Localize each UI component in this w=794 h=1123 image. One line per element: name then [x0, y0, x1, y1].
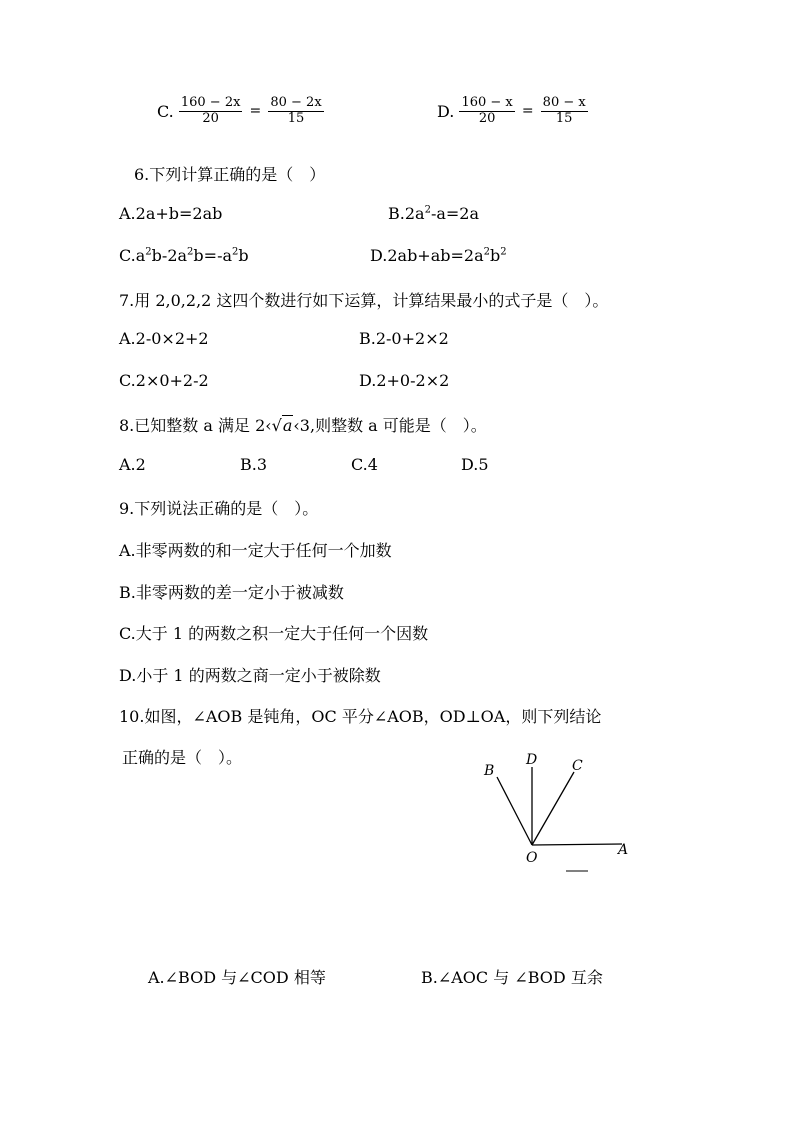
q5-c-lhs-numerator: 160 − 2x [180, 95, 241, 110]
q8-sqrt-var: a [282, 416, 293, 435]
q8-stem-post: ‹3,则整数 a 可能是（ ）。 [293, 416, 487, 435]
q5-d-lhs-denominator: 20 [478, 110, 496, 126]
q7-stem: 7.用 2,0,2,2 这四个数进行如下运算，计算结果最小的式子是（ ）。 [119, 291, 609, 310]
label-o: O [526, 850, 538, 866]
q6-c-sup2: 2 [187, 246, 194, 258]
q8-stem [119, 413, 487, 436]
q7-option-a: A.2-0×2+2 [119, 329, 209, 348]
q9-option-d: D.小于 1 的两数之商一定小于被除数 [119, 666, 381, 685]
q6-c-sup1: 2 [145, 246, 152, 258]
q6-d-pre: D.2ab+ab=2a [370, 246, 484, 265]
sqrt-symbol: √a [271, 416, 293, 435]
q8-stem-pre: 8.已知整数 a 满足 2‹ [119, 416, 272, 435]
q5-option-c [157, 96, 324, 127]
q6-option-d [370, 246, 507, 265]
q9-option-b: B.非零两数的差一定小于被减数 [119, 583, 344, 602]
q5-c-equals: = [249, 103, 262, 120]
q6-d-sup2: 2 [500, 246, 507, 258]
q6-b-post: -a=2a [430, 204, 480, 223]
q6-stem: 6.下列计算正确的是（ ） [134, 165, 326, 184]
q6-d-sup1: 2 [483, 246, 490, 258]
q5-c-rhs-denominator: 15 [287, 110, 305, 126]
q6-option-a: A.2a+b=2ab [119, 204, 223, 223]
q5-c-rhs-fraction [268, 96, 323, 127]
q7-option-c: C.2×0+2-2 [119, 371, 209, 390]
q10-stem-line1: 10.如图，∠AOB 是钝角，OC 平分∠AOB，OD⊥OA，则下列结论 [119, 707, 602, 726]
angle-figure [470, 745, 640, 875]
q6-c-mid2: b=-a [193, 246, 233, 265]
q5-c-lhs-fraction [179, 96, 243, 127]
q10-option-a: A.∠BOD 与∠COD 相等 [148, 968, 326, 987]
ray-ob [497, 777, 532, 845]
q5-d-rhs-numerator: 80 − x [542, 95, 586, 110]
q5-option-d-prefix: D. [437, 101, 455, 121]
q5-option-d [437, 96, 588, 127]
q8-option-b: B.3 [240, 455, 268, 474]
q6-d-mid: b [490, 246, 501, 265]
q10-stem-line2: 正确的是（ ）。 [122, 748, 243, 767]
q9-option-a: A.非零两数的和一定大于任何一个加数 [119, 541, 392, 560]
label-a: A [618, 842, 629, 858]
q6-option-b [388, 204, 479, 223]
ray-oa [532, 844, 622, 845]
q5-option-c-prefix: C. [157, 101, 174, 121]
q5-d-lhs-numerator: 160 − x [461, 95, 513, 110]
q5-c-lhs-denominator: 20 [202, 110, 219, 126]
label-d: D [526, 752, 538, 768]
label-c: C [572, 758, 583, 774]
q6-b-sup: 2 [424, 204, 431, 216]
q8-option-d: D.5 [461, 455, 489, 474]
q8-option-c: C.4 [351, 455, 378, 474]
q6-b-pre: B.2a [388, 204, 425, 223]
q5-d-equals: = [521, 103, 534, 120]
ray-oc [532, 772, 574, 845]
q6-option-c [119, 246, 249, 265]
q6-c-sup3: 2 [232, 246, 239, 258]
q6-c-pre: C.a [119, 246, 146, 265]
q5-c-rhs-numerator: 80 − 2x [270, 95, 322, 110]
q5-d-rhs-denominator: 15 [555, 110, 573, 126]
q9-option-c: C.大于 1 的两数之积一定大于任何一个因数 [119, 624, 429, 643]
q10-option-b: B.∠AOC 与 ∠BOD 互余 [421, 968, 603, 987]
q6-c-post: b [238, 246, 249, 265]
q6-c-mid: b-2a [151, 246, 188, 265]
q8-option-a: A.2 [119, 455, 146, 474]
q9-stem: 9.下列说法正确的是（ ）。 [119, 499, 319, 518]
label-b: B [484, 763, 495, 779]
q5-d-rhs-fraction [541, 96, 588, 127]
q5-d-lhs-fraction [459, 96, 514, 127]
q7-option-d: D.2+0-2×2 [359, 371, 450, 390]
q7-option-b: B.2-0+2×2 [359, 329, 449, 348]
